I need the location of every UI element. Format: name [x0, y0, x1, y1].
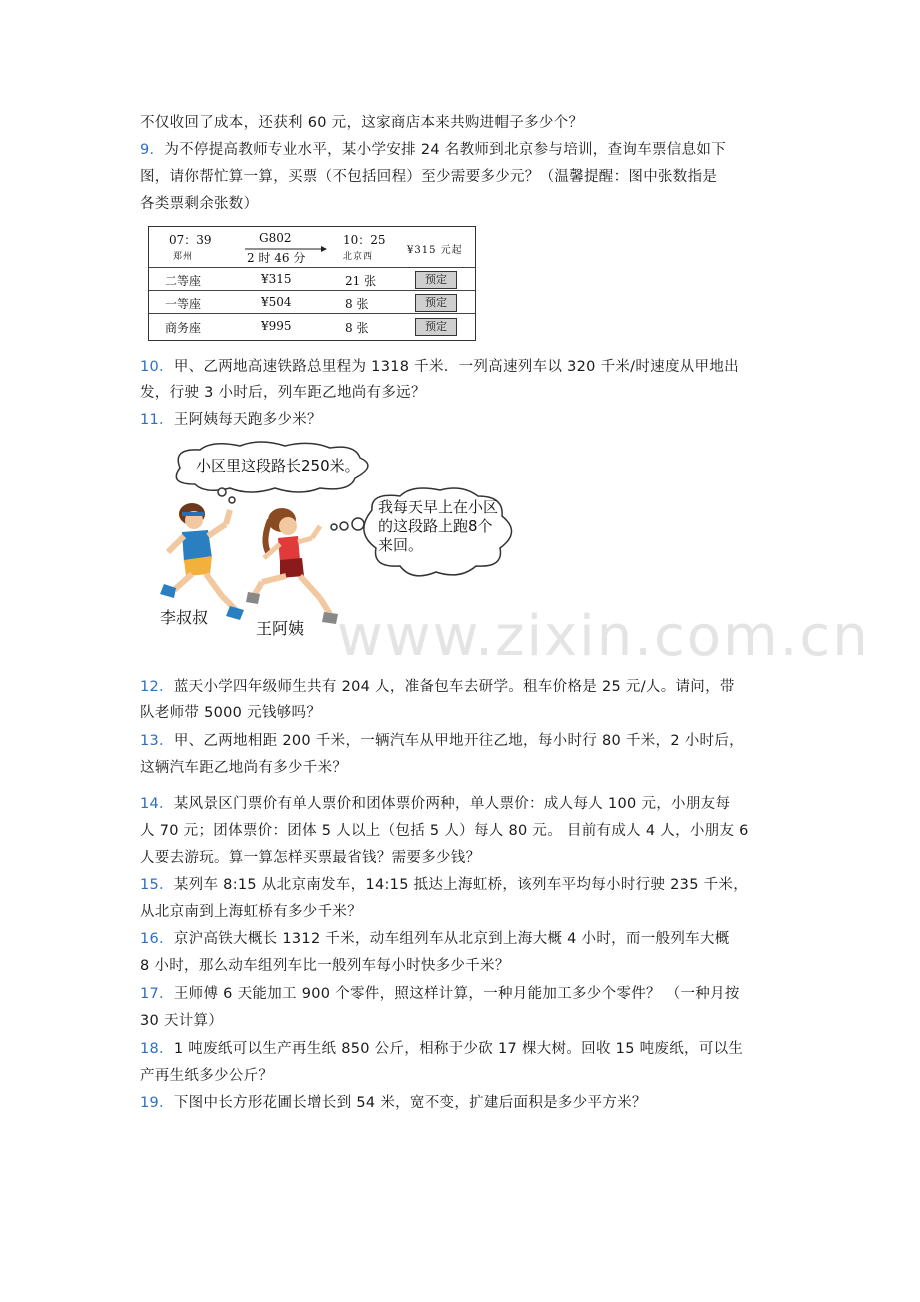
travel-duration: 2 时 46 分 [247, 251, 306, 265]
question-18: 18．1 吨废纸可以生产再生纸 850 公斤，相称于少砍 17 棵大树。回收 15 吨废纸，可以生 [140, 1041, 744, 1057]
bubble-line: 的这段路上跑8个 [378, 517, 493, 535]
seat-remaining: 8 张 [345, 297, 369, 311]
watermark: www.zixin.com.cn [337, 604, 870, 669]
text-line: 发，行驶 3 小时后，列车距乙地尚有多远？ [140, 385, 426, 401]
seat-price: ¥504 [261, 295, 292, 309]
table-row [149, 313, 475, 339]
table-row [149, 290, 475, 314]
speech-bubble-left-text: 小区里这段路长250米。 [196, 457, 360, 475]
question-13: 13．甲、乙两地相距 200 千米，一辆汽车从甲地开往乙地，每小时行 80 千米，2 小时后， [140, 733, 744, 749]
bubble-line: 来回。 [378, 536, 424, 554]
text-line: 30 天计算） [140, 1013, 224, 1029]
train-number: G802 [259, 231, 292, 245]
depart-station: 郑州 [173, 252, 194, 262]
book-button[interactable]: 预定 [415, 318, 457, 336]
arrive-time: 10：25 [343, 233, 386, 247]
seat-class: 商务座 [165, 321, 202, 335]
text-line: 人 70 元；团体票价：团体 5 人以上（包括 5 人）每人 80 元。 目前有成人 4 人，小朋友 6 [140, 823, 749, 839]
seat-class: 一等座 [165, 297, 202, 311]
text-line: 这辆汽车距乙地尚有多少千米？ [140, 760, 348, 776]
depart-time: 07：39 [169, 233, 212, 247]
price-from: ¥315 元起 [407, 245, 463, 256]
text-line: 8 小时，那么动车组列车比一般列车每小时快多少千米？ [140, 958, 510, 974]
text-line: 队老师带 5000 元钱够吗？ [140, 705, 322, 721]
seat-price: ¥995 [261, 319, 292, 333]
text-line: 不仅收回了成本，还获利 60 元，这家商店本来共购进帽子多少个？ [140, 115, 584, 131]
question-19: 19．下图中长方形花圃长增长到 54 米，宽不变，扩建后面积是多少平方米？ [140, 1095, 647, 1111]
book-button[interactable]: 预定 [415, 294, 457, 312]
text-line: 各类票剩余张数） [140, 196, 259, 212]
train-ticket-table [148, 226, 476, 341]
runner-man-figure [160, 503, 244, 620]
text-line: 图，请你帮忙算一算，买票（不包括回程）至少需要多少元？（温馨提醒：图中张数指是 [140, 169, 718, 185]
runner-woman-figure [246, 508, 338, 624]
question-17: 17．王师傅 6 天能加工 900 个零件，照这样计算，一种月能加工多少个零件？ （一种月按 [140, 986, 740, 1002]
text-line: 人要去游玩。算一算怎样买票最省钱？需要多少钱？ [140, 850, 481, 866]
question-14: 14．某风景区门票价有单人票价和团体票价两种，单人票价：成人每人 100 元，小朋友每 [140, 796, 731, 812]
text-line: 从北京南到上海虹桥有多少千米？ [140, 904, 362, 920]
speech-bubble-right-text [378, 498, 498, 555]
question-16: 16．京沪高铁大概长 1312 千米，动车组列车从北京到上海大概 4 小时，而一般列车大概 [140, 931, 730, 947]
question-12: 12．蓝天小学四年级师生共有 204 人，准备包车去研学。租车价格是 25 元/人。请问，带 [140, 679, 735, 695]
text-line: 产再生纸多少公斤？ [140, 1068, 274, 1084]
label-wang-ayi: 王阿姨 [256, 619, 305, 638]
question-11: 11．王阿姨每天跑多少米？ [140, 412, 322, 428]
question-9: 9．为不停提高教师专业水平，某小学安排 24 名教师到北京参与培训，查询车票信息如下 [140, 142, 726, 158]
book-button[interactable]: 预定 [415, 271, 457, 289]
question-10: 10．甲、乙两地高速铁路总里程为 1318 千米．一列高速列车以 320 千米/时速度从甲地出 [140, 359, 739, 375]
seat-remaining: 8 张 [345, 321, 369, 335]
question-15: 15．某列车 8:15 从北京南发车，14:15 抵达上海虹桥，该列车平均每小时行驶 235 千米， [140, 877, 749, 893]
seat-class: 二等座 [165, 274, 202, 288]
seat-price: ¥315 [261, 272, 292, 286]
label-li-shushu: 李叔叔 [160, 608, 209, 627]
table-row [149, 267, 475, 291]
arrive-station: 北京西 [343, 252, 374, 262]
seat-remaining: 21 张 [345, 274, 377, 288]
bubble-line: 我每天早上在小区 [378, 498, 499, 516]
